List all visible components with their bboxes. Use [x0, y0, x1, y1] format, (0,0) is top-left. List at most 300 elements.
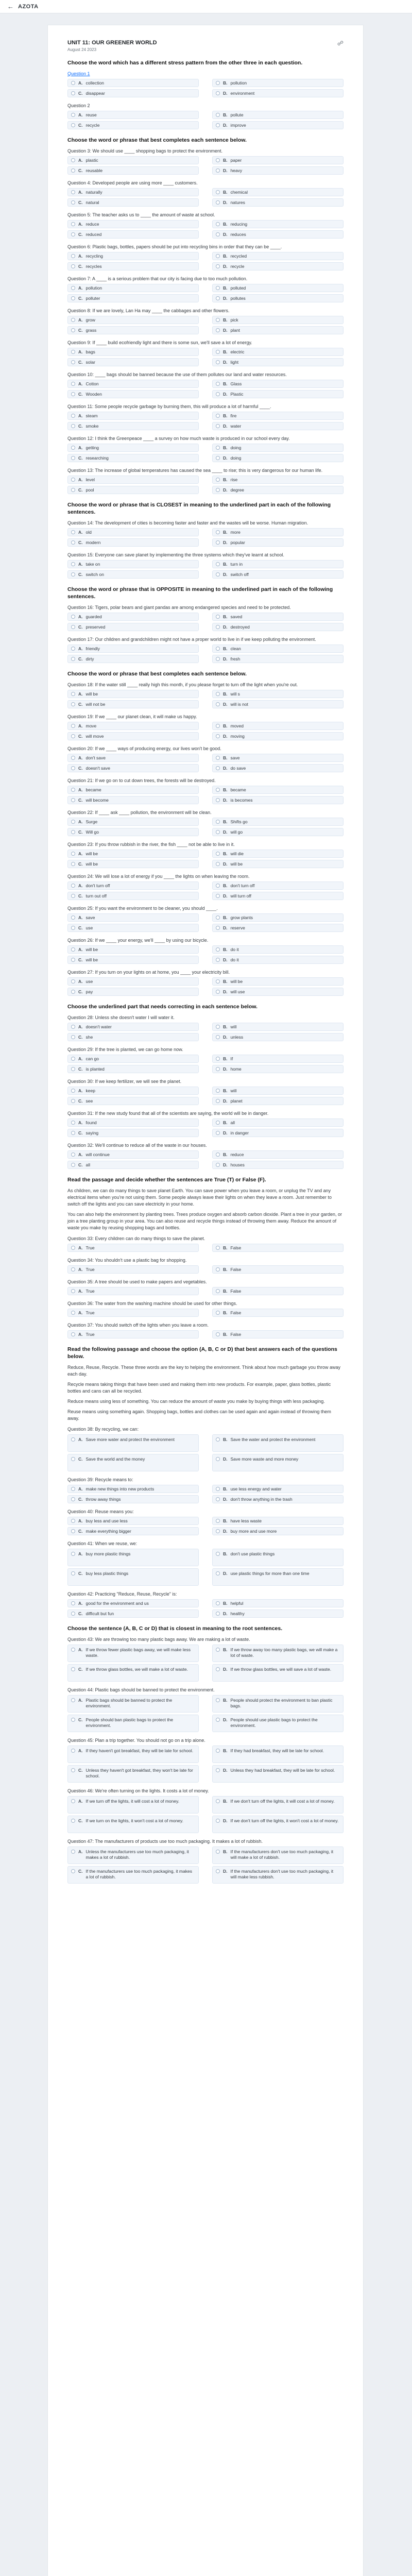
- answer-option[interactable]: [212, 528, 344, 536]
- radio-icon[interactable]: [71, 1332, 75, 1336]
- radio-icon[interactable]: [71, 254, 75, 258]
- answer-option[interactable]: [67, 1065, 199, 1073]
- answer-option[interactable]: [212, 1765, 344, 1783]
- radio-icon[interactable]: [216, 766, 220, 770]
- answer-option[interactable]: [212, 1033, 344, 1041]
- radio-icon[interactable]: [216, 1529, 220, 1533]
- answer-option[interactable]: [212, 1434, 344, 1452]
- radio-icon[interactable]: [71, 1121, 75, 1125]
- radio-icon[interactable]: [71, 625, 75, 629]
- radio-icon[interactable]: [71, 1025, 75, 1029]
- radio-icon[interactable]: [71, 615, 75, 619]
- answer-option[interactable]: [67, 121, 199, 129]
- answer-option[interactable]: [67, 1454, 199, 1471]
- answer-option[interactable]: [212, 486, 344, 494]
- answer-option[interactable]: [67, 613, 199, 621]
- radio-icon[interactable]: [71, 1163, 75, 1167]
- answer-option[interactable]: [67, 623, 199, 631]
- radio-icon[interactable]: [71, 360, 75, 364]
- brand-logo[interactable]: AZOTA: [18, 3, 39, 10]
- radio-icon[interactable]: [216, 264, 220, 268]
- answer-option[interactable]: [212, 945, 344, 954]
- answer-option[interactable]: [212, 1087, 344, 1095]
- answer-option[interactable]: [212, 188, 344, 196]
- answer-option[interactable]: [67, 764, 199, 772]
- answer-option[interactable]: [212, 1568, 344, 1586]
- radio-icon[interactable]: [71, 1799, 75, 1803]
- radio-icon[interactable]: [216, 424, 220, 428]
- answer-option[interactable]: [67, 1033, 199, 1041]
- radio-icon[interactable]: [71, 1768, 75, 1772]
- radio-icon[interactable]: [216, 1057, 220, 1061]
- radio-icon[interactable]: [71, 990, 75, 994]
- radio-icon[interactable]: [216, 958, 220, 962]
- radio-icon[interactable]: [71, 1869, 75, 1873]
- answer-option[interactable]: [212, 422, 344, 430]
- radio-icon[interactable]: [71, 724, 75, 728]
- radio-icon[interactable]: [71, 1718, 75, 1722]
- radio-icon[interactable]: [71, 350, 75, 354]
- radio-icon[interactable]: [71, 168, 75, 173]
- radio-icon[interactable]: [71, 81, 75, 85]
- answer-option[interactable]: [67, 326, 199, 334]
- radio-icon[interactable]: [216, 572, 220, 577]
- radio-icon[interactable]: [216, 1035, 220, 1039]
- answer-option[interactable]: [212, 1265, 344, 1274]
- radio-icon[interactable]: [216, 894, 220, 898]
- answer-option[interactable]: [67, 945, 199, 954]
- answer-option[interactable]: [212, 818, 344, 826]
- answer-option[interactable]: [67, 380, 199, 388]
- answer-option[interactable]: [67, 655, 199, 663]
- radio-icon[interactable]: [216, 1025, 220, 1029]
- answer-option[interactable]: [67, 1161, 199, 1169]
- answer-option[interactable]: [67, 284, 199, 292]
- answer-option[interactable]: [212, 1866, 344, 1884]
- answer-option[interactable]: [212, 828, 344, 836]
- answer-option[interactable]: [67, 294, 199, 302]
- radio-icon[interactable]: [216, 625, 220, 629]
- answer-option[interactable]: [212, 1485, 344, 1493]
- answer-option[interactable]: [212, 358, 344, 366]
- radio-icon[interactable]: [216, 81, 220, 85]
- radio-icon[interactable]: [71, 894, 75, 898]
- answer-option[interactable]: [212, 645, 344, 653]
- answer-option[interactable]: [67, 1695, 199, 1713]
- radio-icon[interactable]: [216, 456, 220, 460]
- radio-icon[interactable]: [71, 456, 75, 460]
- radio-icon[interactable]: [71, 1153, 75, 1157]
- radio-icon[interactable]: [216, 414, 220, 418]
- answer-option[interactable]: [67, 111, 199, 119]
- answer-option[interactable]: [212, 412, 344, 420]
- answer-option[interactable]: [212, 538, 344, 547]
- answer-option[interactable]: [67, 89, 199, 97]
- radio-icon[interactable]: [216, 286, 220, 290]
- radio-icon[interactable]: [216, 1612, 220, 1616]
- answer-option[interactable]: [212, 121, 344, 129]
- answer-option[interactable]: [67, 796, 199, 804]
- answer-option[interactable]: [212, 326, 344, 334]
- answer-option[interactable]: [212, 262, 344, 270]
- radio-icon[interactable]: [216, 1850, 220, 1854]
- answer-option[interactable]: [212, 1645, 344, 1662]
- answer-option[interactable]: [212, 1846, 344, 1864]
- answer-option[interactable]: [212, 722, 344, 730]
- radio-icon[interactable]: [216, 123, 220, 127]
- answer-option[interactable]: [67, 882, 199, 890]
- radio-icon[interactable]: [216, 1552, 220, 1556]
- answer-option[interactable]: [212, 1454, 344, 1471]
- radio-icon[interactable]: [71, 1437, 75, 1442]
- answer-option[interactable]: [212, 252, 344, 260]
- answer-option[interactable]: [212, 1244, 344, 1252]
- answer-option[interactable]: [67, 1118, 199, 1127]
- answer-option[interactable]: [67, 818, 199, 826]
- radio-icon[interactable]: [71, 200, 75, 205]
- radio-icon[interactable]: [71, 113, 75, 117]
- answer-option[interactable]: [67, 956, 199, 964]
- radio-icon[interactable]: [216, 1869, 220, 1873]
- radio-icon[interactable]: [71, 647, 75, 651]
- answer-option[interactable]: [67, 422, 199, 430]
- answer-option[interactable]: [67, 1309, 199, 1317]
- radio-icon[interactable]: [71, 852, 75, 856]
- answer-option[interactable]: [67, 924, 199, 932]
- answer-option[interactable]: [67, 722, 199, 730]
- radio-icon[interactable]: [216, 1089, 220, 1093]
- radio-icon[interactable]: [216, 446, 220, 450]
- radio-icon[interactable]: [71, 123, 75, 127]
- radio-icon[interactable]: [71, 1667, 75, 1671]
- answer-option[interactable]: [212, 956, 344, 964]
- answer-option[interactable]: [67, 1129, 199, 1137]
- radio-icon[interactable]: [71, 572, 75, 577]
- answer-option[interactable]: [212, 198, 344, 207]
- radio-icon[interactable]: [216, 1131, 220, 1135]
- answer-option[interactable]: [67, 1244, 199, 1252]
- answer-option[interactable]: [67, 1434, 199, 1452]
- answer-option[interactable]: [67, 486, 199, 494]
- radio-icon[interactable]: [71, 1035, 75, 1039]
- radio-icon[interactable]: [216, 382, 220, 386]
- radio-icon[interactable]: [216, 947, 220, 952]
- radio-icon[interactable]: [216, 1332, 220, 1336]
- radio-icon[interactable]: [71, 1601, 75, 1605]
- radio-icon[interactable]: [71, 296, 75, 300]
- radio-icon[interactable]: [71, 1497, 75, 1501]
- answer-option[interactable]: [212, 882, 344, 890]
- answer-option[interactable]: [67, 892, 199, 900]
- answer-option[interactable]: [67, 230, 199, 239]
- radio-icon[interactable]: [71, 1519, 75, 1523]
- radio-icon[interactable]: [71, 1089, 75, 1093]
- radio-icon[interactable]: [216, 1067, 220, 1071]
- answer-option[interactable]: [212, 613, 344, 621]
- radio-icon[interactable]: [71, 1131, 75, 1135]
- radio-icon[interactable]: [71, 264, 75, 268]
- answer-option[interactable]: [212, 1816, 344, 1833]
- radio-icon[interactable]: [71, 926, 75, 930]
- answer-option[interactable]: [67, 1715, 199, 1732]
- answer-option[interactable]: [212, 316, 344, 324]
- answer-option[interactable]: [212, 230, 344, 239]
- answer-option[interactable]: [212, 476, 344, 484]
- answer-option[interactable]: [67, 1097, 199, 1105]
- answer-option[interactable]: [67, 1645, 199, 1662]
- radio-icon[interactable]: [71, 947, 75, 952]
- radio-icon[interactable]: [71, 692, 75, 696]
- answer-option[interactable]: [212, 1517, 344, 1525]
- answer-option[interactable]: [212, 454, 344, 462]
- answer-option[interactable]: [67, 454, 199, 462]
- radio-icon[interactable]: [71, 1552, 75, 1556]
- answer-option[interactable]: [212, 988, 344, 996]
- radio-icon[interactable]: [71, 446, 75, 450]
- answer-option[interactable]: [212, 892, 344, 900]
- answer-option[interactable]: [212, 1664, 344, 1682]
- radio-icon[interactable]: [216, 657, 220, 661]
- radio-icon[interactable]: [71, 830, 75, 834]
- radio-icon[interactable]: [71, 1529, 75, 1533]
- radio-icon[interactable]: [216, 158, 220, 162]
- radio-icon[interactable]: [216, 1457, 220, 1461]
- radio-icon[interactable]: [216, 916, 220, 920]
- radio-icon[interactable]: [71, 788, 75, 792]
- answer-option[interactable]: [67, 79, 199, 87]
- radio-icon[interactable]: [216, 392, 220, 396]
- answer-option[interactable]: [67, 476, 199, 484]
- radio-icon[interactable]: [216, 478, 220, 482]
- answer-option[interactable]: [212, 1495, 344, 1503]
- radio-icon[interactable]: [216, 113, 220, 117]
- radio-icon[interactable]: [71, 1067, 75, 1071]
- radio-icon[interactable]: [216, 884, 220, 888]
- answer-option[interactable]: [67, 412, 199, 420]
- radio-icon[interactable]: [216, 756, 220, 760]
- answer-option[interactable]: [212, 1527, 344, 1535]
- radio-icon[interactable]: [71, 158, 75, 162]
- radio-icon[interactable]: [216, 830, 220, 834]
- answer-option[interactable]: [67, 1609, 199, 1618]
- radio-icon[interactable]: [216, 540, 220, 545]
- answer-option[interactable]: [212, 860, 344, 868]
- answer-option[interactable]: [212, 1330, 344, 1338]
- radio-icon[interactable]: [71, 734, 75, 738]
- answer-option[interactable]: [67, 1568, 199, 1586]
- answer-option[interactable]: [67, 1866, 199, 1884]
- answer-option[interactable]: [67, 913, 199, 922]
- answer-option[interactable]: [212, 156, 344, 164]
- radio-icon[interactable]: [216, 647, 220, 651]
- answer-option[interactable]: [212, 977, 344, 986]
- radio-icon[interactable]: [71, 1289, 75, 1293]
- radio-icon[interactable]: [216, 222, 220, 226]
- answer-option[interactable]: [67, 988, 199, 996]
- radio-icon[interactable]: [216, 692, 220, 696]
- answer-option[interactable]: [67, 358, 199, 366]
- answer-option[interactable]: [67, 252, 199, 260]
- radio-icon[interactable]: [216, 1768, 220, 1772]
- arrow-left-icon[interactable]: ←: [7, 3, 14, 10]
- radio-icon[interactable]: [71, 1648, 75, 1652]
- answer-option[interactable]: [212, 1023, 344, 1031]
- radio-icon[interactable]: [71, 1457, 75, 1461]
- radio-icon[interactable]: [216, 1163, 220, 1167]
- radio-icon[interactable]: [216, 296, 220, 300]
- radio-icon[interactable]: [216, 1246, 220, 1250]
- answer-option[interactable]: [67, 1796, 199, 1814]
- answer-option[interactable]: [212, 1745, 344, 1763]
- answer-option[interactable]: [212, 1118, 344, 1127]
- radio-icon[interactable]: [216, 1571, 220, 1575]
- answer-option[interactable]: [212, 111, 344, 119]
- answer-option[interactable]: [212, 1309, 344, 1317]
- answer-option[interactable]: [212, 1097, 344, 1105]
- radio-icon[interactable]: [216, 562, 220, 566]
- answer-option[interactable]: [67, 166, 199, 175]
- answer-option[interactable]: [212, 623, 344, 631]
- radio-icon[interactable]: [71, 392, 75, 396]
- answer-option[interactable]: [67, 1495, 199, 1503]
- answer-option[interactable]: [212, 796, 344, 804]
- answer-option[interactable]: [212, 294, 344, 302]
- answer-option[interactable]: [212, 732, 344, 740]
- answer-option[interactable]: [212, 380, 344, 388]
- radio-icon[interactable]: [71, 884, 75, 888]
- answer-option[interactable]: [212, 444, 344, 452]
- radio-icon[interactable]: [216, 615, 220, 619]
- radio-icon[interactable]: [71, 979, 75, 984]
- radio-icon[interactable]: [216, 1289, 220, 1293]
- radio-icon[interactable]: [216, 328, 220, 332]
- radio-icon[interactable]: [216, 1718, 220, 1722]
- radio-icon[interactable]: [71, 424, 75, 428]
- radio-icon[interactable]: [71, 488, 75, 492]
- radio-icon[interactable]: [216, 990, 220, 994]
- radio-icon[interactable]: [71, 1246, 75, 1250]
- answer-option[interactable]: [67, 528, 199, 536]
- answer-option[interactable]: [67, 1087, 199, 1095]
- radio-icon[interactable]: [71, 958, 75, 962]
- radio-icon[interactable]: [216, 1648, 220, 1652]
- radio-icon[interactable]: [71, 1487, 75, 1491]
- answer-option[interactable]: [67, 1265, 199, 1274]
- answer-option[interactable]: [212, 690, 344, 698]
- radio-icon[interactable]: [71, 91, 75, 95]
- radio-icon[interactable]: [71, 414, 75, 418]
- answer-option[interactable]: [67, 1330, 199, 1338]
- answer-option[interactable]: [212, 284, 344, 292]
- answer-option[interactable]: [67, 828, 199, 836]
- answer-option[interactable]: [67, 850, 199, 858]
- answer-option[interactable]: [212, 1599, 344, 1607]
- answer-option[interactable]: [67, 444, 199, 452]
- radio-icon[interactable]: [71, 1819, 75, 1823]
- radio-icon[interactable]: [216, 926, 220, 930]
- answer-option[interactable]: [67, 560, 199, 568]
- answer-option[interactable]: [212, 348, 344, 356]
- answer-option[interactable]: [67, 1527, 199, 1535]
- radio-icon[interactable]: [216, 318, 220, 322]
- answer-option[interactable]: [67, 645, 199, 653]
- radio-icon[interactable]: [216, 1497, 220, 1501]
- answer-option[interactable]: [67, 732, 199, 740]
- radio-icon[interactable]: [216, 1267, 220, 1272]
- radio-icon[interactable]: [71, 286, 75, 290]
- answer-option[interactable]: [67, 786, 199, 794]
- radio-icon[interactable]: [216, 1311, 220, 1315]
- radio-icon[interactable]: [216, 488, 220, 492]
- radio-icon[interactable]: [216, 702, 220, 706]
- answer-option[interactable]: [67, 316, 199, 324]
- radio-icon[interactable]: [71, 540, 75, 545]
- answer-option[interactable]: [67, 198, 199, 207]
- share-icon[interactable]: ☍: [337, 40, 344, 47]
- answer-option[interactable]: [67, 1765, 199, 1783]
- radio-icon[interactable]: [71, 562, 75, 566]
- radio-icon[interactable]: [216, 1099, 220, 1103]
- radio-icon[interactable]: [216, 530, 220, 534]
- answer-option[interactable]: [212, 764, 344, 772]
- radio-icon[interactable]: [216, 852, 220, 856]
- answer-option[interactable]: [212, 1055, 344, 1063]
- radio-icon[interactable]: [216, 350, 220, 354]
- radio-icon[interactable]: [71, 702, 75, 706]
- radio-icon[interactable]: [71, 530, 75, 534]
- answer-option[interactable]: [212, 89, 344, 97]
- answer-option[interactable]: [212, 166, 344, 175]
- radio-icon[interactable]: [216, 1799, 220, 1803]
- radio-icon[interactable]: [71, 190, 75, 194]
- radio-icon[interactable]: [71, 1698, 75, 1702]
- radio-icon[interactable]: [216, 200, 220, 205]
- radio-icon[interactable]: [216, 1667, 220, 1671]
- answer-option[interactable]: [67, 1549, 199, 1566]
- answer-option[interactable]: [67, 220, 199, 228]
- radio-icon[interactable]: [71, 478, 75, 482]
- answer-option[interactable]: [67, 1816, 199, 1833]
- radio-icon[interactable]: [216, 91, 220, 95]
- answer-option[interactable]: [212, 220, 344, 228]
- answer-option[interactable]: [67, 538, 199, 547]
- answer-option[interactable]: [212, 754, 344, 762]
- answer-option[interactable]: [67, 156, 199, 164]
- answer-option[interactable]: [212, 700, 344, 708]
- radio-icon[interactable]: [71, 820, 75, 824]
- radio-icon[interactable]: [216, 1819, 220, 1823]
- answer-option[interactable]: [67, 188, 199, 196]
- radio-icon[interactable]: [216, 232, 220, 236]
- radio-icon[interactable]: [216, 724, 220, 728]
- radio-icon[interactable]: [216, 1519, 220, 1523]
- answer-option[interactable]: [67, 977, 199, 986]
- answer-option[interactable]: [212, 1287, 344, 1295]
- answer-option[interactable]: [212, 1715, 344, 1732]
- radio-icon[interactable]: [71, 1612, 75, 1616]
- answer-option[interactable]: [212, 1549, 344, 1566]
- answer-option[interactable]: [67, 1517, 199, 1525]
- radio-icon[interactable]: [216, 1153, 220, 1157]
- answer-option[interactable]: [67, 1055, 199, 1063]
- answer-option[interactable]: [212, 79, 344, 87]
- radio-icon[interactable]: [71, 756, 75, 760]
- radio-icon[interactable]: [71, 1057, 75, 1061]
- radio-icon[interactable]: [71, 1571, 75, 1575]
- radio-icon[interactable]: [71, 1099, 75, 1103]
- radio-icon[interactable]: [216, 1437, 220, 1442]
- radio-icon[interactable]: [71, 1311, 75, 1315]
